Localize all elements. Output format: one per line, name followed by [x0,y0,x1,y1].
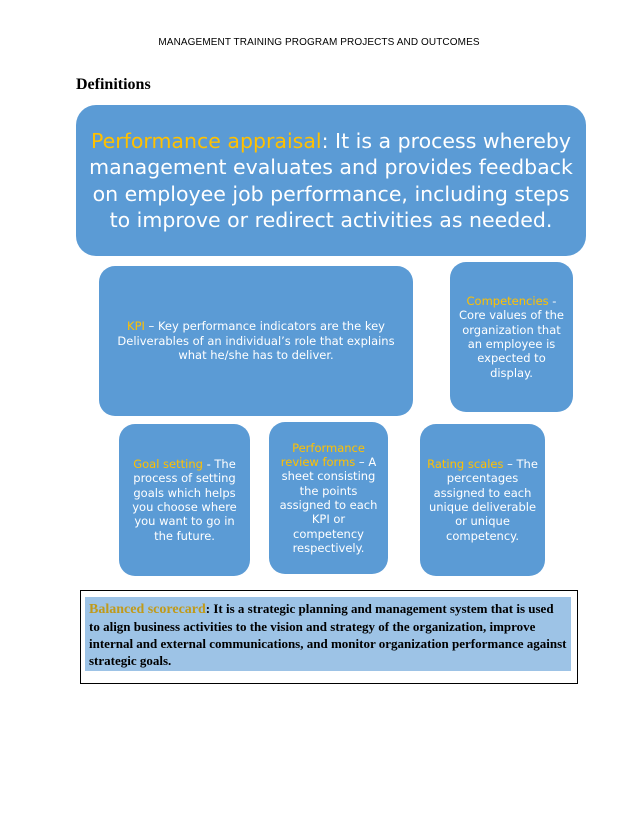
competencies-text: - Core values of the organization that an employee is expected to display. [459,293,564,380]
balanced-scorecard-box [85,597,571,671]
goal-setting-term: Goal setting [133,456,203,471]
goal-setting-text: - The process of setting goals which helps you choose where you want to go in the future. [132,456,237,543]
rating-scales-box [420,424,545,576]
goal-setting-definition [127,457,242,543]
balanced-scorecard-text: : It is a strategic planning and management system that is used to align business activities to the vision and strategy of the organization, improve internal and external communications, and monitor organization performance against strategic goals. [89,601,567,668]
competencies-box [450,262,573,412]
balanced-scorecard-term: Balanced scorecard [89,602,206,617]
rating-scales-term: Rating scales [427,456,504,471]
section-title: Definitions [76,76,151,93]
rating-scales-text: – The percentages assigned to each unique deliverable or unique competency. [428,456,538,543]
page-header: MANAGEMENT TRAINING PROGRAM PROJECTS AND OUTCOMES [158,37,480,48]
kpi-box [99,266,413,416]
goal-setting-box [119,424,250,576]
competencies-term: Competencies [466,293,549,308]
performance-appraisal-definition [86,128,576,233]
rating-scales-definition [426,457,539,543]
performance-review-forms-text: – A sheet consisting the points assigned to each KPI or competency respectively. [279,454,378,556]
kpi-text: – Key performance indicators are the key Deliverables of an individual’s role that explains what he/she has to deliver. [117,319,395,363]
kpi-term: KPI [127,319,145,334]
performance-review-forms-box [269,422,388,574]
performance-appraisal-box [76,105,586,256]
performance-appraisal-text: : It is a process whereby management evaluates and provides feedback on employee job performance, including steps to improve or redirect activities as needed. [89,129,573,232]
competencies-definition [456,294,567,380]
performance-review-forms-definition [275,441,382,556]
kpi-definition [113,319,399,362]
performance-appraisal-term: Performance appraisal [90,129,322,154]
performance-review-forms-term: Performance review forms [280,440,365,469]
